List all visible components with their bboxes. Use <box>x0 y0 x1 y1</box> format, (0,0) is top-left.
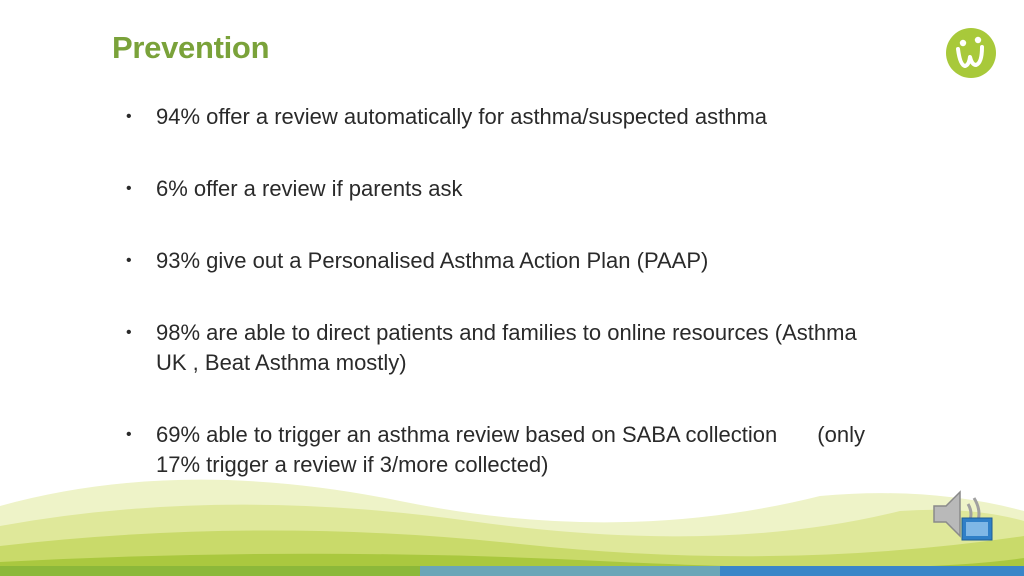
bullet-text: 6% offer a review if parents ask <box>156 176 463 201</box>
bullet-text: 93% give out a Personalised Asthma Action Plan (PAAP) <box>156 248 709 273</box>
bullet-item <box>126 102 886 132</box>
bullet-dot: • <box>126 324 132 341</box>
bullet-dot: • <box>126 180 132 197</box>
wellbeing-logo-icon <box>945 27 997 79</box>
bullet-text: 98% are able to direct patients and families to online resources (Asthma UK , Beat Asthma mostly) <box>156 320 857 375</box>
bullet-item <box>126 318 886 378</box>
bullet-item <box>126 174 886 204</box>
speaker-audio-icon[interactable] <box>928 482 998 548</box>
bullet-text-note: (only 17% trigger a review if 3/more collected) <box>156 422 865 477</box>
bullet-dot: • <box>126 426 132 443</box>
bullet-dot: • <box>126 108 132 125</box>
footer-wave-decoration <box>0 466 1024 576</box>
bullet-item <box>126 246 886 276</box>
bullet-text: 69% able to trigger an asthma review based on SABA collection <box>156 422 778 447</box>
bullet-text: 94% offer a review automatically for asthma/suspected asthma <box>156 104 768 129</box>
bullet-list <box>126 102 886 480</box>
bullet-dot: • <box>126 252 132 269</box>
slide-title: Prevention <box>112 30 270 65</box>
